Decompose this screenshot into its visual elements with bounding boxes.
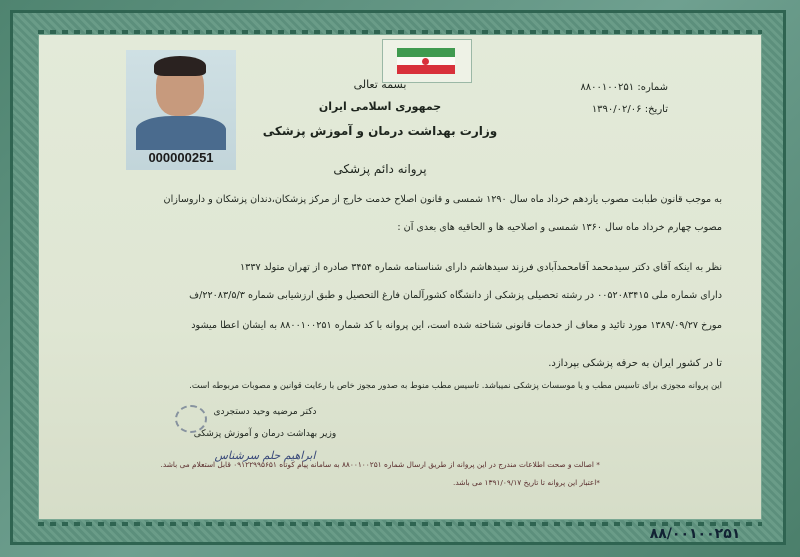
body-line-2: مصوب چهارم خرداد ماه سال ۱۳۶۰ شمسی و اصلاحیه ها و الحاقیه های بعدی آن : (397, 222, 722, 233)
body-line-1: به موجب قانون طبابت مصوب یازدهم خرداد ماه سال ۱۲۹۰ شمسی و قانون اصلاح خدمت خارج از مرکز پزشکان،دندان پزشکان و داروسازان (163, 194, 722, 205)
date-label: تاریخ: (644, 104, 668, 115)
portrait-shirt (136, 116, 226, 150)
country-name: جمهوری اسلامی ایران (318, 100, 442, 113)
handwritten-signature: ابراهیم حلم سرشناس (214, 449, 316, 462)
body-line-6: تا در کشور ایران به حرفه پزشکی بپردازد. (548, 358, 722, 369)
number-value: ۸۸۰۰۱۰۰۲۵۱ (580, 82, 635, 93)
signatory-name: دکتر مرضیه وحید دستجردی (213, 407, 317, 417)
number-label: شماره: (637, 82, 668, 93)
bottom-serial-number: ۸۸/۰۰۱۰۰۲۵۱ (649, 526, 741, 542)
verification-note: * اصالت و صحت اطلاعات مندرج در این پروانه از طریق ارسال شماره ۸۸۰۰۱۰۰۲۵۱ به سامانه پیام کوتاه ۰۹۱۲۲۹۹۵۶۵۱ قابل استعلام می باشد. (160, 460, 600, 469)
body-line-4: دارای شماره ملی ۰۰۵۲۰۸۳۴۱۵ در رشته تحصیلی پزشکی از دانشگاه کشورآلمان فارغ التحصیل و طبق ارزشیابی شماره ۲۲۰۸۳/۵/۳/ف (189, 290, 722, 301)
date-value: ۱۳۹۰/۰۲/۰۶ (591, 104, 642, 115)
iran-flag-icon (397, 48, 455, 74)
minister-signature-block (180, 385, 350, 465)
body-line-5: مورخ ۱۳۸۹/۰۹/۲۷ مورد تائید و معاف از خدمات قانونی شناخته شده است، این پروانه با کد شماره ۸۸۰۰۱۰۰۲۵۱ به ایشان اعطا میشود (191, 320, 722, 331)
body-line-3: نظر به اینکه آقای دکتر سیدمحمد آقامحمدآبادی فرزند سیدهاشم دارای شناسنامه شماره ۳۴۵۴ صادره از تهران متولد ۱۳۳۷ (240, 262, 722, 273)
flag-frame (382, 39, 472, 83)
number-field (580, 82, 668, 93)
invocation-text: بسمه تعالی (353, 78, 407, 91)
validity-note: *اعتبار این پروانه تا تاریخ ۱۳۹۱/۰۹/۱۷ می باشد. (452, 478, 600, 487)
portrait-hair (154, 56, 206, 76)
portrait-photo (126, 50, 236, 170)
ministry-name: وزارت بهداشت درمان و آموزش پزشکی (262, 124, 498, 138)
photo-serial-number: 000000251 (148, 150, 214, 165)
signatory-position: وزیر بهداشت درمان و آموزش پزشکی (193, 429, 337, 439)
date-field (592, 104, 668, 115)
certificate-title: پروانه دائم پزشکی (333, 162, 427, 176)
license-note: این پروانه مجوزی برای تاسیس مطب و یا موسسات پزشکی نمیباشد. تاسیس مطب منوط به صدور مجوز خاص با رعایت قوانین و مصوبات مربوطه است. (189, 380, 722, 390)
